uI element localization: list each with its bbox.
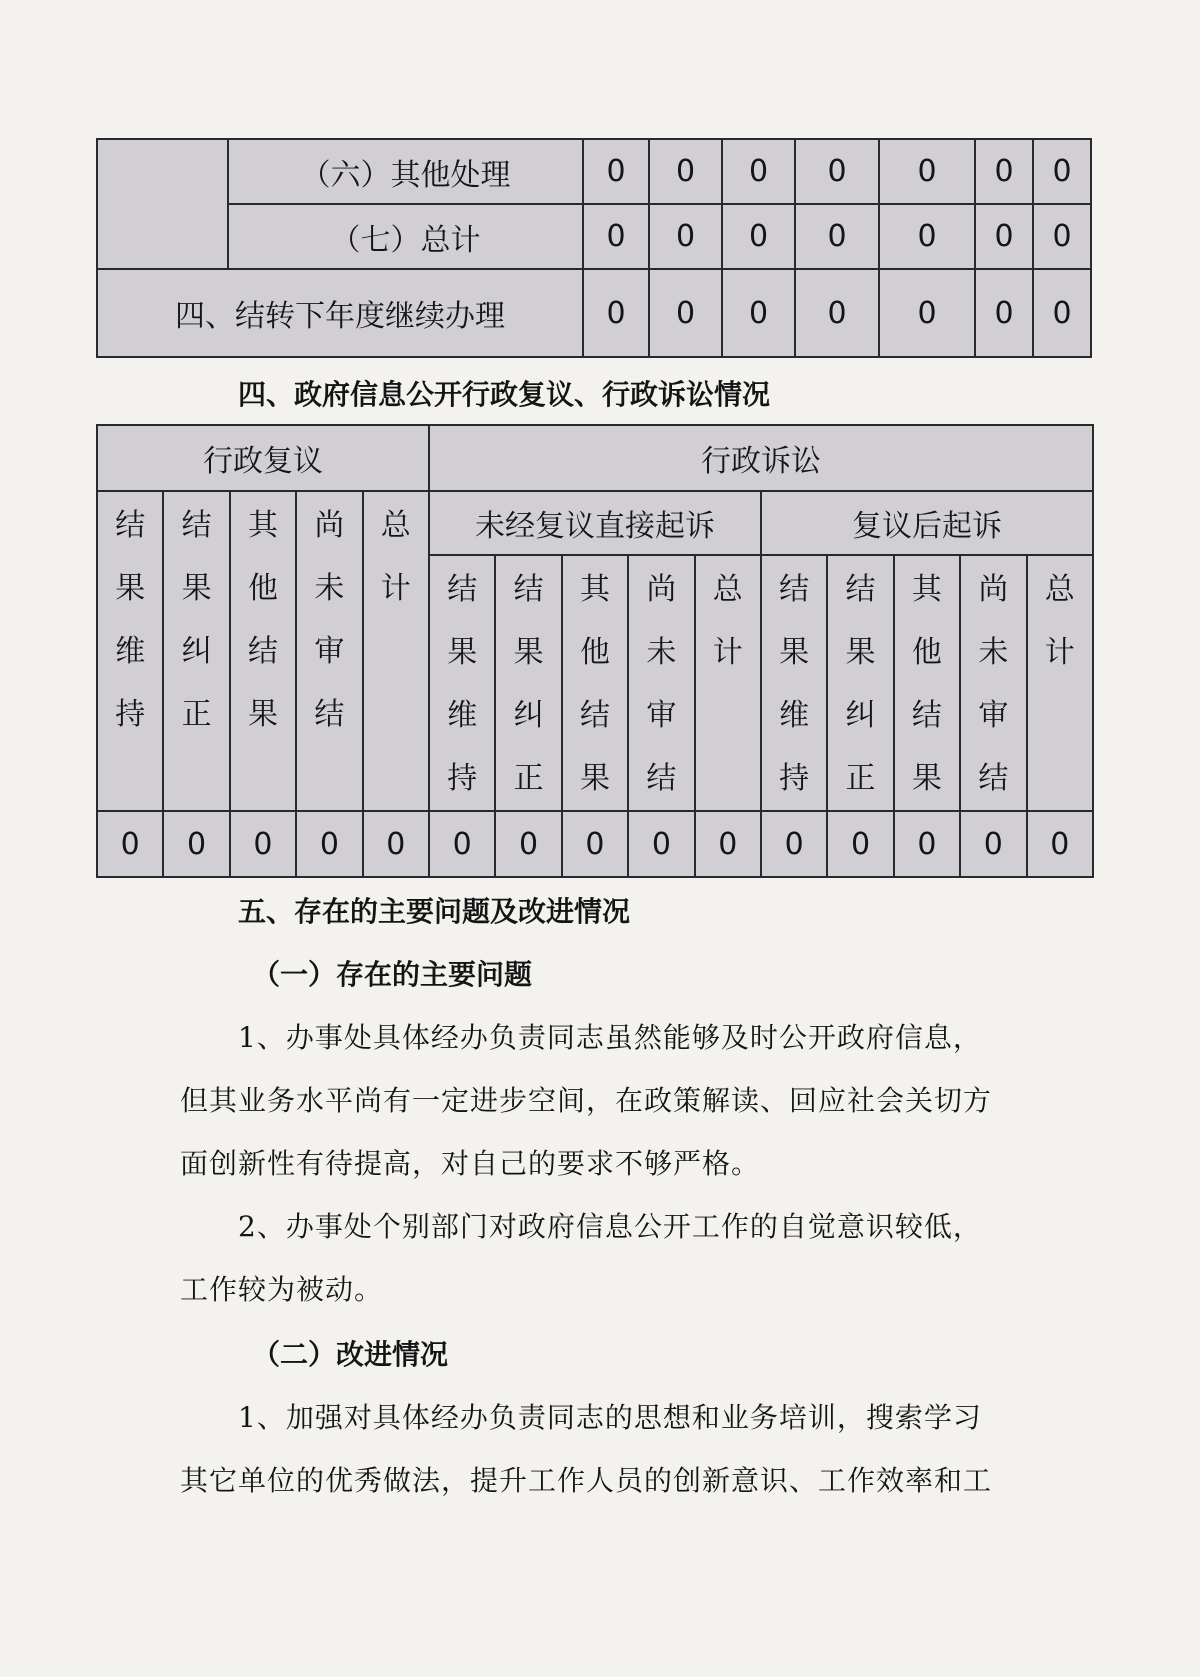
paragraph-3-line: 1、加强对具体经办负责同志的思想和业务培训，搜索学习 [238, 1401, 982, 1434]
paragraph-1-line: 但其业务水平尚有一定进步空间，在政策解读、回应社会关切方 [180, 1084, 993, 1117]
cell-value: 0 [879, 139, 975, 204]
table-row [97, 204, 1091, 269]
cell-value: 0 [649, 204, 722, 269]
col-direct-upheld: 结果维持 [429, 555, 495, 811]
paragraph-2-line: 工作较为被动。 [180, 1273, 384, 1306]
section-5-title: 五、存在的主要问题及改进情况 [238, 895, 631, 928]
merged-category-cell [97, 139, 228, 269]
col-review-corrected: 结果纠正 [163, 491, 229, 811]
cell-value: 0 [230, 811, 296, 877]
cell-value: 0 [827, 811, 893, 877]
header-admin-review: 行政复议 [97, 425, 429, 491]
cell-value: 0 [649, 269, 722, 357]
subsection-2-title: （二）改进情况 [252, 1338, 449, 1371]
cell-value: 0 [495, 811, 561, 877]
cell-value: 0 [363, 811, 429, 877]
table-row [97, 269, 1091, 357]
col-direct-total: 总计 [695, 555, 761, 811]
col-review-total: 总计 [363, 491, 429, 811]
cell-value: 0 [894, 811, 960, 877]
table-header-row [97, 425, 1093, 491]
table-row [97, 811, 1093, 877]
cell-value: 0 [296, 811, 362, 877]
col-after-total: 总计 [1027, 555, 1094, 811]
cell-value: 0 [583, 269, 649, 357]
subsection-1-title: （一）存在的主要问题 [252, 958, 533, 991]
table-row [97, 139, 1091, 204]
cell-value: 0 [1033, 139, 1091, 204]
cell-value: 0 [975, 139, 1033, 204]
col-after-upheld: 结果维持 [761, 555, 827, 811]
cell-value: 0 [583, 204, 649, 269]
cell-value: 0 [429, 811, 495, 877]
col-review-upheld: 结果维持 [97, 491, 163, 811]
cell-value: 0 [761, 811, 827, 877]
paragraph-1-line: 面创新性有待提高，对自己的要求不够严格。 [180, 1147, 761, 1180]
cell-value: 0 [562, 811, 628, 877]
col-after-pending: 尚未审结 [960, 555, 1026, 811]
cell-value: 0 [722, 204, 795, 269]
col-review-pending: 尚未审结 [296, 491, 362, 811]
cell-value: 0 [960, 811, 1026, 877]
cell-value: 0 [695, 811, 761, 877]
cell-value: 0 [795, 204, 879, 269]
cell-value: 0 [975, 204, 1033, 269]
col-after-corrected: 结果纠正 [827, 555, 893, 811]
row-label: 四、结转下年度继续办理 [97, 269, 583, 357]
paragraph-3-line: 其它单位的优秀做法，提升工作人员的创新意识、工作效率和工 [180, 1464, 993, 1497]
cell-value: 0 [879, 269, 975, 357]
cell-value: 0 [97, 811, 163, 877]
cell-value: 0 [795, 139, 879, 204]
cell-value: 0 [628, 811, 694, 877]
col-direct-pending: 尚未审结 [628, 555, 694, 811]
cell-value: 0 [722, 269, 795, 357]
header-admin-litigation: 行政诉讼 [429, 425, 1093, 491]
col-after-other: 其他结果 [894, 555, 960, 811]
paragraph-1-line: 1、办事处具体经办负责同志虽然能够及时公开政府信息， [238, 1021, 982, 1054]
col-review-other: 其他结果 [230, 491, 296, 811]
col-direct-other: 其他结果 [562, 555, 628, 811]
review-litigation-table [96, 424, 1094, 878]
cell-value: 0 [583, 139, 649, 204]
cell-value: 0 [163, 811, 229, 877]
cell-value: 0 [649, 139, 722, 204]
row-label: （六）其他处理 [228, 139, 583, 204]
cell-value: 0 [795, 269, 879, 357]
cell-value: 0 [879, 204, 975, 269]
table-header-row [97, 491, 1093, 555]
paragraph-2-line: 2、办事处个别部门对政府信息公开工作的自觉意识较低， [238, 1210, 982, 1243]
section-4-title: 四、政府信息公开行政复议、行政诉讼情况 [238, 378, 771, 411]
application-handling-table [96, 138, 1092, 358]
header-suit-after-review: 复议后起诉 [761, 491, 1093, 555]
row-label: （七）总计 [228, 204, 583, 269]
header-direct-suit: 未经复议直接起诉 [429, 491, 761, 555]
cell-value: 0 [722, 139, 795, 204]
cell-value: 0 [975, 269, 1033, 357]
cell-value: 0 [1033, 269, 1091, 357]
cell-value: 0 [1027, 811, 1094, 877]
col-direct-corrected: 结果纠正 [495, 555, 561, 811]
cell-value: 0 [1033, 204, 1091, 269]
